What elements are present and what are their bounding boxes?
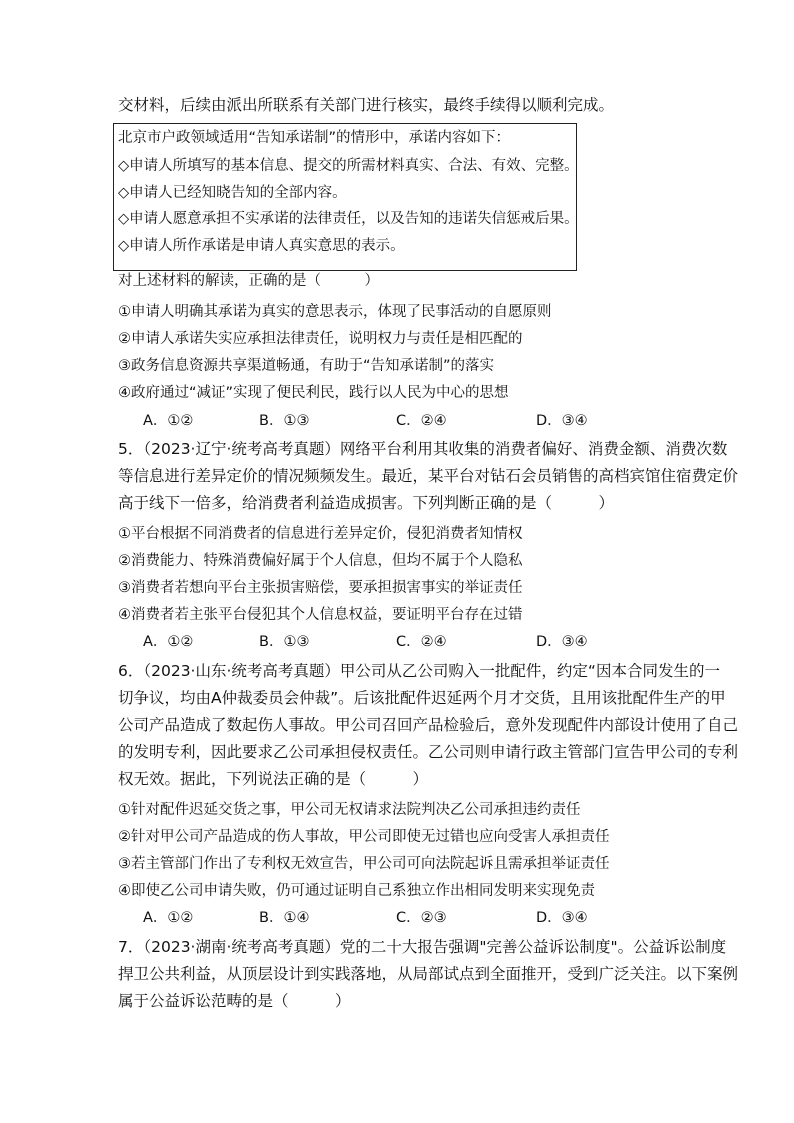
option-c: C．②④ bbox=[396, 413, 447, 429]
q6-statement: ②针对甲公司产品造成的伤人事故，甲公司即使无过错也应向受害人承担责任 bbox=[118, 829, 610, 845]
box-item: ◇申请人已经知晓告知的全部内容。 bbox=[118, 185, 347, 201]
box-title: 北京市户政领域适用“告知承诺制”的情形中，承诺内容如下： bbox=[118, 130, 511, 146]
q5-stem-line: 高于线下一倍多，给消费者利益造成损害。下列判断正确的是（ ） bbox=[118, 494, 615, 512]
box-item: ◇申请人所填写的基本信息、提交的所需材料真实、合法、有效、完整。 bbox=[118, 158, 579, 174]
q7-stem-line: 属于公益诉讼范畴的是（ ） bbox=[118, 992, 351, 1010]
q6-stem-line: 公司产品造成了数起伤人事故。甲公司召回产品检验后，意外发现配件内部设计使用了自己 bbox=[118, 716, 739, 734]
option-b: B．①③ bbox=[259, 634, 310, 650]
option-a: A．①② bbox=[143, 910, 194, 926]
q5-statement: ④消费者若主张平台侵犯其个人信息权益，要证明平台存在过错 bbox=[118, 607, 523, 623]
q6-stem-line: 6．（2023·山东·统考高考真题）甲公司从乙公司购入一批配件，约定“因本合同发生的一 bbox=[118, 662, 720, 680]
q7-stem-line: 捍卫公共利益，从顶层设计到实践落地，从局部试点到全面推开，受到广泛关注。以下案例 bbox=[118, 965, 739, 983]
q4-statement: ③政务信息资源共享渠道畅通，有助于“告知承诺制”的落实 bbox=[118, 358, 495, 374]
q4-stem: 对上述材料的解读，正确的是（ ） bbox=[118, 273, 379, 289]
q5-statement: ②消费能力、特殊消费偏好属于个人信息，但均不属于个人隐私 bbox=[118, 553, 523, 569]
box-item: ◇申请人所作承诺是申请人真实意思的表示。 bbox=[118, 238, 405, 254]
q4-statement: ①申请人明确其承诺为真实的意思表示，体现了民事活动的自愿原则 bbox=[118, 304, 552, 320]
option-b: B．①③ bbox=[259, 413, 310, 429]
q6-stem-line: 的发明专利，因此要求乙公司承担侵权责任。乙公司则申请行政主管部门宣告甲公司的专利 bbox=[118, 743, 739, 761]
q5-statement: ①平台根据不同消费者的信息进行差异定价，侵犯消费者知情权 bbox=[118, 526, 523, 542]
q6-statement: ④即使乙公司申请失败，仍可通过证明自己系独立作出相同发明来实现免责 bbox=[118, 883, 595, 899]
q4-statement: ②申请人承诺失实应承担法律责任，说明权力与责任是相匹配的 bbox=[118, 331, 523, 347]
q6-statement: ①针对配件迟延交货之事，甲公司无权请求法院判决乙公司承担违约责任 bbox=[118, 802, 581, 818]
option-b: B．①④ bbox=[259, 910, 310, 926]
q6-stem-line: 切争议，均由A仲裁委员会仲裁”。后该批配件迟延两个月才交货，且用该批配件生产的甲 bbox=[118, 689, 726, 707]
option-a: A．①② bbox=[143, 634, 194, 650]
box-item: ◇申请人愿意承担不实承诺的法律责任，以及告知的违诺失信惩戒后果。 bbox=[118, 211, 579, 227]
option-c: C．②③ bbox=[396, 910, 447, 926]
q7-stem-line: 7．（2023·湖南·统考高考真题）党的二十大报告强调"完善公益诉讼制度"。公益诉讼制度 bbox=[118, 938, 727, 956]
q5-stem-line: 5．（2023·辽宁·统考高考真题）网络平台利用其收集的消费者偏好、消费金额、消费次数 bbox=[118, 440, 728, 458]
q6-stem-line: 权无效。据此，下列说法正确的是（ ） bbox=[118, 770, 429, 788]
q5-statement: ③消费者若想向平台主张损害赔偿，要承担损害事实的举证责任 bbox=[118, 580, 523, 596]
intro-line: 交材料，后续由派出所联系有关部门进行核实，最终手续得以顺利完成。 bbox=[118, 96, 615, 114]
option-d: D．③④ bbox=[536, 634, 588, 650]
option-c: C．②④ bbox=[396, 634, 447, 650]
option-a: A．①② bbox=[143, 413, 194, 429]
q6-statement: ③若主管部门作出了专利权无效宣告，甲公司可向法院起诉且需承担举证责任 bbox=[118, 856, 610, 872]
option-d: D．③④ bbox=[536, 413, 588, 429]
q4-statement: ④政府通过“减证”实现了便民利民，践行以人民为中心的思想 bbox=[118, 385, 509, 401]
q5-stem-line: 等信息进行差异定价的情况频频发生。最近，某平台对钻石会员销售的高档宾馆住宿费定价 bbox=[118, 467, 739, 485]
option-d: D．③④ bbox=[536, 910, 588, 926]
